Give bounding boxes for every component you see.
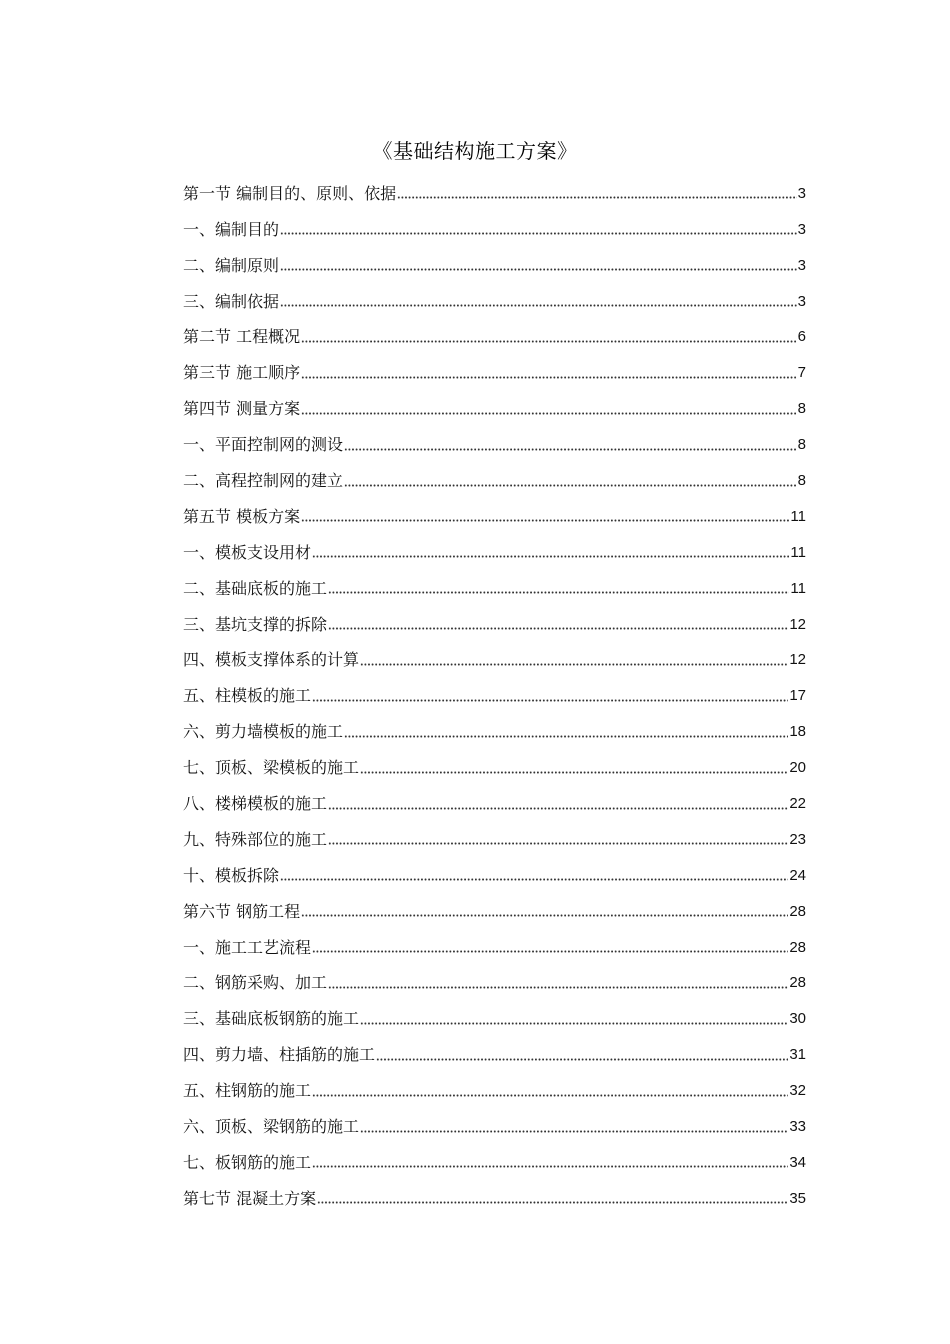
table-of-contents <box>183 172 806 1213</box>
toc-dot-leader <box>280 267 797 273</box>
toc-entry-title: 四、剪力墙、柱插筋的施工 <box>183 1045 376 1065</box>
toc-page-number: 3 <box>797 184 806 202</box>
toc-entry-title: 一、平面控制网的测设 <box>183 435 344 455</box>
toc-page-number: 28 <box>789 938 806 956</box>
toc-entry[interactable] <box>183 1141 806 1177</box>
toc-entry-title: 第六节 钢筋工程 <box>183 901 301 921</box>
toc-page-number: 28 <box>789 974 806 992</box>
toc-dot-leader <box>360 769 788 775</box>
toc-page-number: 28 <box>789 902 806 920</box>
document-title: 《基础结构施工方案》 <box>372 139 578 163</box>
toc-page-number: 8 <box>797 400 806 418</box>
toc-entry[interactable] <box>183 710 806 746</box>
toc-page-number: 3 <box>797 292 806 310</box>
toc-entry[interactable] <box>183 172 806 208</box>
toc-dot-leader <box>280 877 788 883</box>
toc-dot-leader <box>301 410 797 416</box>
toc-entry-title: 七、顶板、梁模板的施工 <box>183 758 360 778</box>
toc-page-number: 18 <box>789 723 806 741</box>
toc-entry-title: 十、模板拆除 <box>183 865 280 885</box>
toc-entry-title: 一、编制目的 <box>183 219 280 239</box>
toc-page-number: 31 <box>789 1046 806 1064</box>
toc-entry[interactable] <box>183 316 806 352</box>
toc-dot-leader <box>360 661 788 667</box>
toc-entry[interactable] <box>183 423 806 459</box>
toc-page-number: 3 <box>797 256 806 274</box>
toc-entry[interactable] <box>183 603 806 639</box>
toc-page-number: 30 <box>789 1010 806 1028</box>
toc-dot-leader <box>312 949 788 955</box>
toc-entry-title: 六、剪力墙模板的施工 <box>183 722 344 742</box>
toc-page-number: 8 <box>797 472 806 490</box>
toc-entry[interactable] <box>183 459 806 495</box>
toc-entry[interactable] <box>183 495 806 531</box>
toc-entry-title: 第二节 工程概况 <box>183 327 301 347</box>
toc-page-number: 11 <box>790 507 806 525</box>
toc-entry-title: 第七节 混凝土方案 <box>183 1188 317 1208</box>
toc-page-number: 34 <box>789 1153 806 1171</box>
toc-dot-leader <box>360 1128 788 1134</box>
toc-dot-leader <box>280 303 797 309</box>
toc-dot-leader <box>317 1200 788 1206</box>
toc-entry[interactable] <box>183 531 806 567</box>
toc-entry[interactable] <box>183 567 806 603</box>
toc-page-number: 11 <box>790 579 806 597</box>
toc-entry[interactable] <box>183 674 806 710</box>
toc-entry[interactable] <box>183 997 806 1033</box>
toc-page-number: 35 <box>789 1189 806 1207</box>
toc-page-number: 23 <box>789 830 806 848</box>
toc-page-number: 17 <box>789 687 806 705</box>
toc-entry-title: 二、钢筋采购、加工 <box>183 973 328 993</box>
toc-entry-title: 六、顶板、梁钢筋的施工 <box>183 1117 360 1137</box>
toc-dot-leader <box>397 195 797 201</box>
toc-entry-title: 第一节 编制目的、原则、依据 <box>183 183 397 203</box>
toc-dot-leader <box>280 231 797 237</box>
toc-entry[interactable] <box>183 244 806 280</box>
toc-entry-title: 第三节 施工顺序 <box>183 363 301 383</box>
toc-entry[interactable] <box>183 746 806 782</box>
toc-page-number: 7 <box>797 364 806 382</box>
toc-entry-title: 一、模板支设用材 <box>183 542 312 562</box>
toc-entry-title: 七、板钢筋的施工 <box>183 1152 312 1172</box>
toc-page-number: 32 <box>789 1082 806 1100</box>
toc-dot-leader <box>344 733 788 739</box>
toc-entry-title: 二、编制原则 <box>183 255 280 275</box>
toc-page-number: 33 <box>789 1118 806 1136</box>
toc-dot-leader <box>312 1092 788 1098</box>
toc-entry-title: 三、基坑支撑的拆除 <box>183 614 328 634</box>
toc-dot-leader <box>344 482 797 488</box>
toc-entry[interactable] <box>183 854 806 890</box>
toc-entry[interactable] <box>183 890 806 926</box>
toc-dot-leader <box>301 338 797 344</box>
toc-dot-leader <box>344 446 797 452</box>
toc-entry[interactable] <box>183 818 806 854</box>
toc-entry[interactable] <box>183 387 806 423</box>
toc-page-number: 11 <box>790 543 806 561</box>
toc-page-number: 6 <box>797 328 806 346</box>
toc-page-number: 3 <box>797 220 806 238</box>
toc-entry-title: 二、高程控制网的建立 <box>183 471 344 491</box>
toc-entry-title: 三、编制依据 <box>183 291 280 311</box>
toc-entry[interactable] <box>183 1069 806 1105</box>
toc-entry[interactable] <box>183 280 806 316</box>
toc-dot-leader <box>328 805 788 811</box>
toc-entry-title: 九、特殊部位的施工 <box>183 829 328 849</box>
toc-entry-title: 二、基础底板的施工 <box>183 578 328 598</box>
toc-dot-leader <box>328 590 789 596</box>
toc-page-number: 22 <box>789 795 806 813</box>
toc-page-number: 12 <box>789 615 806 633</box>
toc-entry[interactable] <box>183 1033 806 1069</box>
toc-entry-title: 第四节 测量方案 <box>183 399 301 419</box>
toc-entry-title: 三、基础底板钢筋的施工 <box>183 1009 360 1029</box>
toc-dot-leader <box>328 984 788 990</box>
toc-dot-leader <box>328 626 788 632</box>
toc-entry-title: 八、楼梯模板的施工 <box>183 794 328 814</box>
toc-dot-leader <box>360 1020 788 1026</box>
toc-dot-leader <box>312 554 789 560</box>
toc-entry[interactable] <box>183 1105 806 1141</box>
toc-dot-leader <box>328 841 788 847</box>
toc-entry-title: 一、施工工艺流程 <box>183 937 312 957</box>
toc-entry[interactable] <box>183 208 806 244</box>
toc-dot-leader <box>301 518 789 524</box>
toc-entry[interactable] <box>183 1177 806 1213</box>
toc-dot-leader <box>312 697 788 703</box>
toc-entry[interactable] <box>183 351 806 387</box>
toc-page-number: 8 <box>797 436 806 454</box>
toc-entry-title: 四、模板支撑体系的计算 <box>183 650 360 670</box>
toc-entry-title: 五、柱模板的施工 <box>183 686 312 706</box>
toc-entry[interactable] <box>183 962 806 998</box>
toc-dot-leader <box>376 1056 788 1062</box>
toc-dot-leader <box>312 1164 788 1170</box>
toc-page-number: 20 <box>789 759 806 777</box>
toc-entry[interactable] <box>183 782 806 818</box>
toc-dot-leader <box>301 374 797 380</box>
toc-entry[interactable] <box>183 639 806 675</box>
toc-entry-title: 第五节 模板方案 <box>183 506 301 526</box>
toc-entry-title: 五、柱钢筋的施工 <box>183 1081 312 1101</box>
toc-entry[interactable] <box>183 926 806 962</box>
toc-dot-leader <box>301 913 788 919</box>
toc-page-number: 24 <box>789 866 806 884</box>
toc-page-number: 12 <box>789 651 806 669</box>
